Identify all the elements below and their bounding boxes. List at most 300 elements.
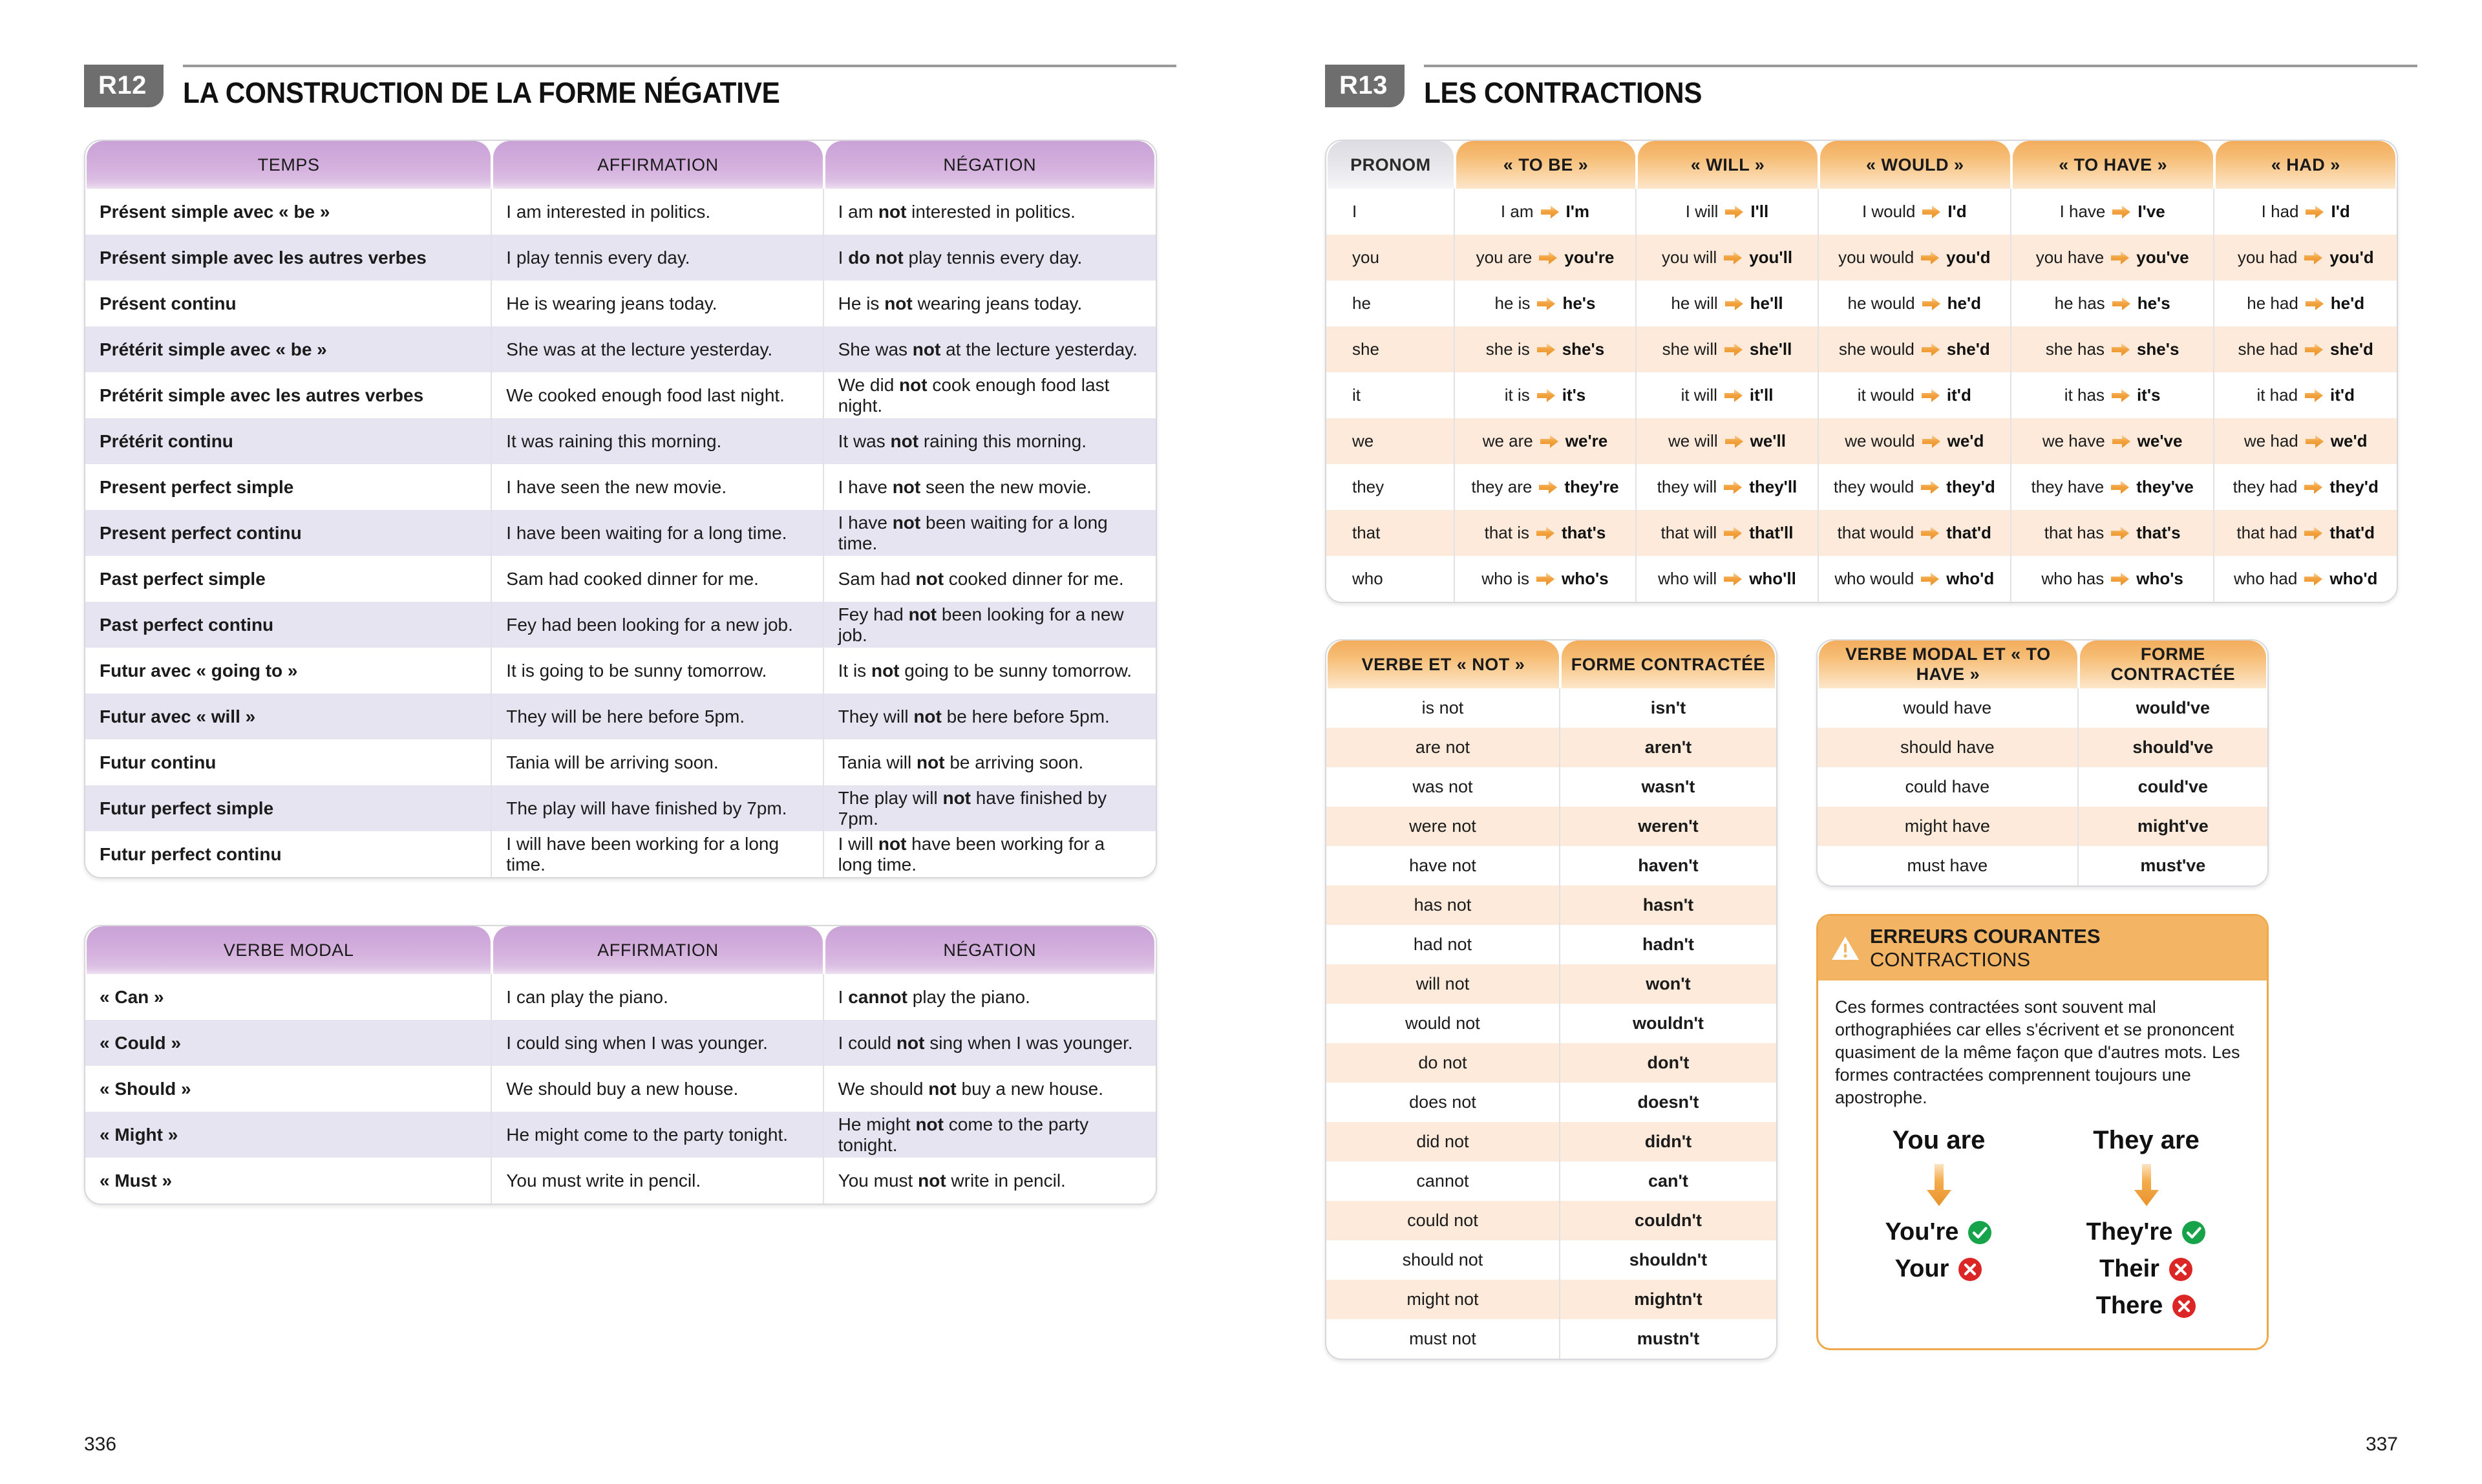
contracted-form: who'd [1946,569,1995,588]
pronoun-contraction-table [1325,140,2398,603]
table-row [85,556,1156,602]
cell-contracted-form: might've [2079,807,2267,846]
expanded-form: she will [1662,339,1717,359]
right-arrow-icon [2110,572,2130,586]
column-header-will: « WILL » [1638,141,1818,189]
column-header-affirmation: AFFIRMATION [493,926,822,974]
cross-circle-icon [2172,1294,2196,1319]
column-header-verbe-not: VERBE ET « NOT » [1328,641,1559,688]
expanded-form: you had [2237,248,2298,267]
down-arrow-icon [2132,1164,2161,1207]
cell-would [1819,372,2011,418]
right-arrow-icon [1920,480,1940,494]
table-row [1326,1319,1776,1359]
right-arrow-icon [2111,343,2130,357]
right-arrow-icon [1724,434,1744,449]
table-row [1326,767,1776,807]
cell-affirmation: He might come to the party tonight. [492,1112,823,1158]
correct-word: They're [2086,1218,2173,1246]
cell-full-form: could not [1326,1201,1560,1240]
comparison-column [1835,1126,2042,1329]
cell-affirmation: It is going to be sunny tomorrow. [492,648,823,694]
cell-will [1637,189,1819,235]
expanded-form: it has [2064,385,2105,405]
contracted-form: you'll [1749,248,1793,267]
contracted-form: he'll [1750,293,1783,313]
cell-tense: Present perfect continu [85,510,492,556]
right-arrow-icon [2304,388,2324,403]
cell-affirmation: I have been waiting for a long time. [492,510,823,556]
cell-full-form: had not [1326,925,1560,964]
cell-full-form: does not [1326,1083,1560,1122]
contracted-form: you'd [1946,248,1991,267]
expanded-form: we will [1668,431,1718,450]
contracted-form: he'd [2330,293,2365,313]
page-number-right: 337 [2365,1434,2398,1455]
column-header-to-have: « TO HAVE » [2013,141,2214,189]
expanded-form: who is [1481,569,1529,588]
cell-affirmation: I will have been working for a long time. [492,831,823,877]
cell-to-be [1455,418,1637,464]
cell-to-have [2011,556,2215,602]
right-arrow-icon [1920,526,1940,540]
contracted-form: that's [1562,523,1606,542]
cell-tense: Past perfect simple [85,556,492,602]
cell-pronoun: she [1326,326,1455,372]
table-row [1326,1201,1776,1240]
right-arrow-icon [1922,297,1941,311]
section-tag: R13 [1325,65,1405,107]
contracted-form: you'd [2329,248,2374,267]
cell-modal: « Must » [85,1158,492,1203]
cell-affirmation: Fey had been looking for a new job. [492,602,823,648]
cell-contracted-form: should've [2079,728,2267,767]
cell-tense: Prétérit simple avec les autres verbes [85,372,492,418]
cell-had [2214,418,2397,464]
contracted-form: who's [1562,569,1609,588]
expanded-form: they are [1471,477,1533,496]
cross-circle-icon [1958,1257,1982,1282]
right-arrow-icon [1922,434,1941,449]
cell-had [2214,189,2397,235]
cell-affirmation: I have seen the new movie. [492,464,823,510]
cell-full-form: must have [1818,846,2079,885]
table-header-row [1326,141,2397,189]
cell-pronoun: that [1326,510,1455,556]
contracted-form: we've [2137,431,2183,450]
down-arrow-icon [1925,1164,1953,1207]
cell-modal: « Might » [85,1112,492,1158]
column-header-would: « WOULD » [1820,141,2010,189]
table-row [1326,1004,1776,1043]
expanded-form: I have [2059,202,2106,221]
expanded-form: that is [1484,523,1529,542]
cell-full-form: cannot [1326,1161,1560,1201]
cell-to-have [2011,372,2215,418]
cell-tense: Futur avec « going to » [85,648,492,694]
expanded-form: who would [1834,569,1915,588]
table-row [85,372,1156,418]
expanded-form: that has [2044,523,2105,542]
right-arrow-icon [2304,572,2323,586]
expanded-form: he would [1847,293,1915,313]
right-arrow-icon [1536,297,1556,311]
column-header-forme-contractee: FORME CONTRACTÉE [2080,641,2266,688]
expanded-form: who has [2041,569,2105,588]
cell-contracted-form: didn't [1560,1122,1776,1161]
right-arrow-icon [2304,480,2323,494]
table-row [85,739,1156,785]
contracted-form: she'd [1946,339,1990,359]
cell-would [1819,556,2011,602]
cell-full-form: might have [1818,807,2079,846]
not-table-body [1326,688,1776,1359]
column-header-had: « HAD » [2216,141,2395,189]
cell-pronoun: who [1326,556,1455,602]
warning-title-rest: CONTRACTIONS [1870,948,2030,971]
table-row [1326,464,2397,510]
cell-negation: I could not sing when I was younger. [824,1020,1156,1066]
table-header-row [1326,641,1776,688]
expanded-form: he had [2247,293,2298,313]
cell-will [1637,510,1819,556]
cell-contracted-form: could've [2137,777,2209,796]
right-arrow-icon [2110,480,2130,494]
cell-affirmation: They will be here before 5pm. [492,694,823,739]
expanded-form: who will [1658,569,1717,588]
cell-modal: « Should » [85,1066,492,1112]
cell-tense: Futur continu [85,739,492,785]
expanded-form: he will [1671,293,1718,313]
incorrect-example [2042,1255,2250,1283]
contracted-form: it's [2136,385,2161,405]
section-tag: R12 [84,65,164,107]
cell-contracted-form: wasn't [1641,777,1695,796]
incorrect-example [2042,1292,2250,1320]
warning-body [1818,980,2267,1348]
contracted-form: who'll [1749,569,1796,588]
cell-to-have [2011,418,2215,464]
example-source: You are [1892,1126,1986,1155]
contracted-form: it'd [2330,385,2355,405]
expanded-form: it will [1681,385,1717,405]
page-title: LES CONTRACTIONS [1423,76,1702,109]
contracted-form: they've [2136,477,2194,496]
cell-contracted-form: would've [2136,698,2211,717]
expanded-form: she has [2045,339,2105,359]
table-row [1326,510,2397,556]
table-row [85,1158,1156,1203]
table-row [85,648,1156,694]
cell-contracted-form: can't [1648,1171,1688,1191]
contracted-form: she's [1562,339,1605,359]
expanded-form: I would [1862,202,1916,221]
table-row [1326,688,1776,728]
cell-full-form: should have [1818,728,2079,767]
cell-contracted-form: doesn't [1637,1092,1699,1112]
table-row [85,1066,1156,1112]
cell-had [2214,372,2397,418]
table-header-row [85,141,1156,189]
cell-will [1637,372,1819,418]
cell-negation: He is not wearing jeans today. [838,293,1083,313]
cell-contracted-form: mightn't [1560,1280,1776,1319]
table-row [1818,767,2267,807]
expanded-form: he is [1494,293,1531,313]
cell-contracted-form: shouldn't [1629,1250,1708,1269]
right-arrow-icon [2110,526,2130,540]
right-arrow-icon [1724,297,1744,311]
cell-to-have [2011,189,2215,235]
expanded-form: they will [1657,477,1717,496]
cell-tense: Prétérit continu [85,418,492,464]
contracted-form: you've [2136,248,2189,267]
comparison-examples [1835,1126,2250,1329]
cell-affirmation: She was at the lecture yesterday. [492,326,823,372]
contracted-form: she'll [1749,339,1792,359]
cell-would [1819,235,2011,281]
cell-modal: « Could » [85,1020,492,1066]
right-arrow-icon [1723,526,1743,540]
cell-affirmation: Tania will be arriving soon. [492,739,823,785]
cell-contracted-form: isn't [1650,698,1686,717]
column-header-forme-contractee: FORME CONTRACTÉE [1562,641,1775,688]
expanded-form: you would [1838,248,1915,267]
cell-affirmation: He is wearing jeans today. [492,281,823,326]
cell-negation: I have not been waiting for a long time. [824,510,1156,556]
right-arrow-icon [1540,434,1559,449]
incorrect-example [1835,1255,2042,1283]
column-header-negation: NÉGATION [825,141,1154,189]
check-circle-icon [2181,1220,2206,1245]
right-arrow-icon [1724,388,1743,403]
table-row [1818,728,2267,767]
contracted-form: she'd [2330,339,2373,359]
cell-contracted-form: won't [1560,964,1776,1004]
cell-full-form: must not [1326,1319,1560,1359]
tense-negation-table [84,140,1157,878]
cell-tense: Futur perfect simple [85,785,492,831]
table-row [85,602,1156,648]
cell-tense: Past perfect continu [85,602,492,648]
pronoun-table-body [1326,189,2397,602]
contracted-form: we'd [2330,431,2368,450]
cell-pronoun: he [1326,281,1455,326]
cell-had [2214,235,2397,281]
contracted-form: it'll [1749,385,1774,405]
contracted-form: it'd [1946,385,1971,405]
cell-negation: He might not come to the party tonight. [824,1112,1156,1158]
cell-contracted-form: must've [2140,856,2206,875]
expanded-form: that will [1660,523,1717,542]
right-arrow-icon [2304,343,2324,357]
cell-contracted-form: hadn't [1642,935,1694,954]
cell-negation: I have not seen the new movie. [838,476,1092,497]
table-row [85,1112,1156,1158]
table-row [1326,1240,1776,1280]
cell-would [1819,326,2011,372]
cell-to-be [1455,235,1637,281]
contracted-form: he's [2137,293,2170,313]
modal-negation-table [84,925,1157,1205]
table-row [85,235,1156,281]
expanded-form: I will [1685,202,1719,221]
expanded-form: she is [1485,339,1530,359]
cell-negation: You must not write in pencil. [838,1170,1066,1191]
cell-to-be [1455,510,1637,556]
contracted-form: that's [2136,523,2181,542]
right-arrow-icon [1723,251,1743,265]
right-arrow-icon [1921,388,1940,403]
right-arrow-icon [1536,526,1555,540]
table-row [1818,846,2267,885]
right-arrow-icon [2305,297,2324,311]
expanded-form: that had [2236,523,2298,542]
cell-affirmation: We cooked enough food last night. [492,372,823,418]
cell-to-be [1455,281,1637,326]
column-header-modal-to-have: VERBE MODAL ET « TO HAVE » [1819,641,2077,688]
cell-contracted-form: weren't [1560,807,1776,846]
cell-full-form: do not [1326,1043,1560,1083]
cell-tense: Present perfect simple [85,464,492,510]
table-header-row [1818,641,2267,688]
cell-full-form: have not [1326,846,1560,885]
table-row [85,464,1156,510]
contracted-form: I'm [1565,202,1590,221]
expanded-form: it would [1857,385,1915,405]
table-row [1326,556,2397,602]
cell-to-be [1455,464,1637,510]
contracted-form: I'd [2331,202,2350,221]
expanded-form: I am [1500,202,1534,221]
cell-full-form: has not [1326,885,1560,925]
cell-contracted-form: don't [1560,1043,1776,1083]
cell-full-form: was not [1326,767,1560,807]
cell-to-have [2011,326,2215,372]
contracted-form: they'd [1946,477,1995,496]
expanded-form: that would [1837,523,1915,542]
column-header-pronom: PRONOM [1328,141,1454,189]
right-arrow-icon [1536,343,1556,357]
expanded-form: you have [2035,248,2105,267]
cell-to-be [1455,189,1637,235]
cell-negation: Fey had not been looking for a new job. [824,602,1156,648]
cell-to-have [2011,464,2215,510]
contracted-form: I'd [1947,202,1967,221]
table-row [1326,885,1776,925]
expanded-form: he has [2054,293,2105,313]
contracted-form: we're [1565,431,1608,450]
contracted-form: we'll [1750,431,1786,450]
table-row [1326,326,2397,372]
cell-pronoun: it [1326,372,1455,418]
cell-negation: She was not at the lecture yesterday. [824,326,1156,372]
table-row [1326,1280,1776,1319]
cell-will [1637,326,1819,372]
table-row [1326,1161,1776,1201]
table-row [1326,189,2397,235]
cell-tense: Présent continu [85,281,492,326]
cell-negation: It was not raining this morning. [824,418,1156,464]
cell-contracted-form: mustn't [1637,1329,1700,1348]
right-arrow-icon [2112,297,2131,311]
tense-table-body [85,189,1156,877]
contracted-form: they're [1564,477,1619,496]
common-errors-box [1816,914,2269,1350]
cell-will [1637,418,1819,464]
table-row [1326,925,1776,964]
warning-title [1870,925,2254,971]
table-row [1326,372,2397,418]
expanded-form: who had [2234,569,2298,588]
contracted-form: that'd [2329,523,2375,542]
right-arrow-icon [1920,251,1940,265]
cell-full-form: did not [1326,1122,1560,1161]
contracted-form: she's [2136,339,2180,359]
incorrect-word: Their [2099,1255,2159,1283]
expanded-form: we would [1845,431,1915,450]
right-arrow-icon [1922,205,1941,219]
cell-had [2214,464,2397,510]
right-arrow-icon [2305,205,2324,219]
contracted-form: you're [1564,248,1615,267]
cell-had [2214,556,2397,602]
cell-affirmation: I can play the piano. [492,974,823,1020]
cell-would [1819,281,2011,326]
table-row [1326,1043,1776,1083]
modal-table-body [85,974,1156,1203]
right-arrow-icon [1920,572,1940,586]
contracted-form: who's [2136,569,2183,588]
expanded-form: we are [1482,431,1533,450]
table-row [85,418,1156,464]
table-row [85,281,1156,326]
bottom-tables-row [1325,639,2398,1360]
expanded-form: we have [2042,431,2105,450]
verb-not-contraction-table [1325,639,1777,1360]
contracted-form: that'll [1749,523,1794,542]
section-header-r13 [1325,65,2398,110]
right-arrow-icon [1536,572,1555,586]
cell-tense: Futur perfect continu [85,831,492,877]
example-source: They are [2093,1126,2200,1155]
contracted-form: they'd [2329,477,2379,496]
expanded-form: she had [2238,339,2298,359]
column-header-temps: TEMPS [87,141,491,189]
right-arrow-icon [1723,572,1743,586]
cell-negation: We should not buy a new house. [838,1078,1103,1099]
cell-had [2214,510,2397,556]
cell-affirmation: You must write in pencil. [492,1158,823,1203]
page-title: LA CONSTRUCTION DE LA FORME NÉGATIVE [182,76,780,109]
table-row [85,510,1156,556]
cell-affirmation: I play tennis every day. [492,235,823,281]
cell-tense: Futur avec « will » [85,694,492,739]
cell-had [2214,326,2397,372]
cell-would [1819,189,2011,235]
table-row [1326,1083,1776,1122]
right-arrow-icon [1921,343,1940,357]
contracted-form: I've [2137,202,2165,221]
right-arrow-icon [1538,480,1558,494]
right-arrow-icon [1723,480,1743,494]
table-row [1326,235,2397,281]
incorrect-word: There [2095,1292,2163,1320]
right-arrow-icon [1538,251,1558,265]
cell-to-be [1455,556,1637,602]
column-header-affirmation: AFFIRMATION [493,141,822,189]
right-arrow-icon [2111,388,2130,403]
